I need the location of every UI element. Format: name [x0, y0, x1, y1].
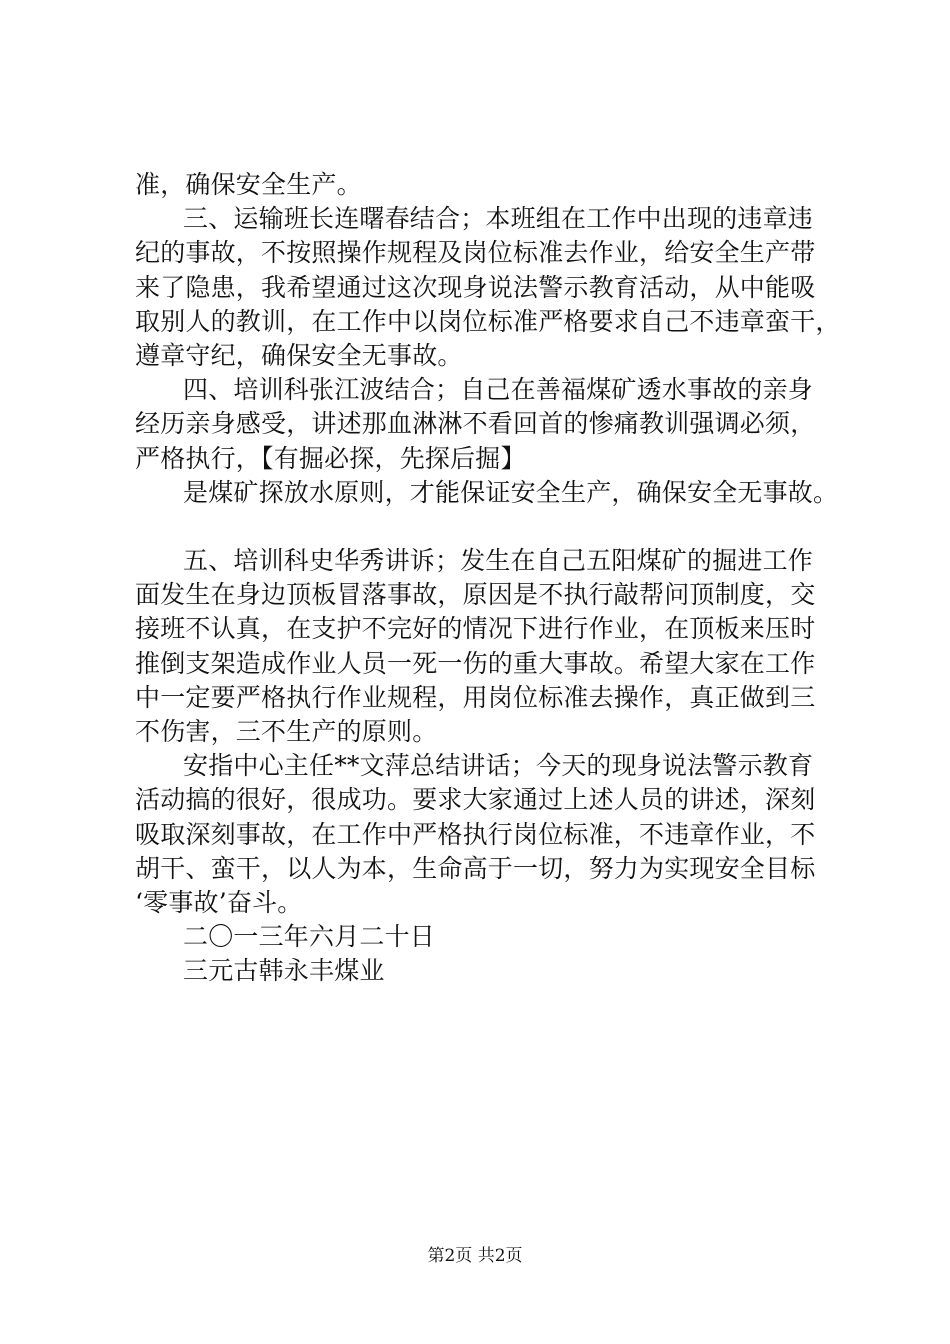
section-four-line-4: 是煤矿探放水原则，才能保证安全生产，确保安全无事故。: [183, 477, 839, 507]
section-four-line-3: 严格执行，【有掘必探，先探后掘】: [135, 443, 526, 473]
section-three-line-5: 遵章守纪，确保安全无事故。: [135, 340, 463, 370]
section-three-line-3: 来了隐患，我希望通过这次现身说法警示教育活动，从中能吸: [135, 272, 816, 302]
section-four-line-2: 经历亲身感受，讲述那血淋淋不看回首的惨痛教训强调必须，: [135, 409, 816, 439]
summary-line-4: 胡干、蛮干，以人为本，生命高于一切，努力为实现安全目标: [135, 853, 816, 883]
summary-line-1: 安指中心主任**文萍总结讲话；今天的现身说法警示教育: [183, 751, 814, 781]
page-number-footer: 第2页 共2页: [427, 1246, 523, 1266]
summary-line-5: ‘零事故’奋斗。: [135, 887, 303, 917]
summary-line-2: 活动搞的很好，很成功。要求大家通过上述人员的讲述，深刻: [135, 785, 816, 815]
section-three-line-1: 三、运输班长连曙春结合；本班组在工作中出现的违章违: [183, 204, 814, 234]
section-five-line-2: 面发生在身边顶板冒落事故，原因是不执行敲帮问顶制度，交: [135, 580, 816, 610]
body-line-1: 准，确保安全生产。: [135, 170, 362, 199]
summary-line-3: 吸取深刻事故，在工作中严格执行岗位标准，不违章作业，不: [135, 819, 816, 849]
section-three-line-2: 纪的事故，不按照操作规程及岗位标准去作业，给安全生产带: [135, 238, 816, 268]
section-five-line-1: 五、培训科史华秀讲诉；发生在自己五阳煤矿的掘进工作: [183, 546, 814, 576]
section-four-line-1: 四、培训科张江波结合；自己在善福煤矿透水事故的亲身: [183, 375, 814, 405]
document-body: [135, 168, 841, 989]
section-three-line-4: 取别人的教训，在工作中以岗位标准严格要求自己不违章蛮干，: [135, 306, 841, 336]
section-five-line-3: 接班不认真，在支护不完好的情况下进行作业，在顶板来压时: [135, 614, 816, 644]
document-signature-org: 三元古韩永丰煤业: [183, 956, 385, 986]
document-date: 二〇一三年六月二十日: [183, 922, 436, 952]
section-five-line-4: 推倒支架造成作业人员一死一伤的重大事故。希望大家在工作: [135, 648, 816, 678]
section-five-line-6: 不伤害，三不生产的原则。: [135, 717, 438, 746]
blank-line: [135, 510, 835, 544]
section-five-line-5: 中一定要严格执行作业规程，用岗位标准去操作，真正做到三: [135, 682, 816, 712]
